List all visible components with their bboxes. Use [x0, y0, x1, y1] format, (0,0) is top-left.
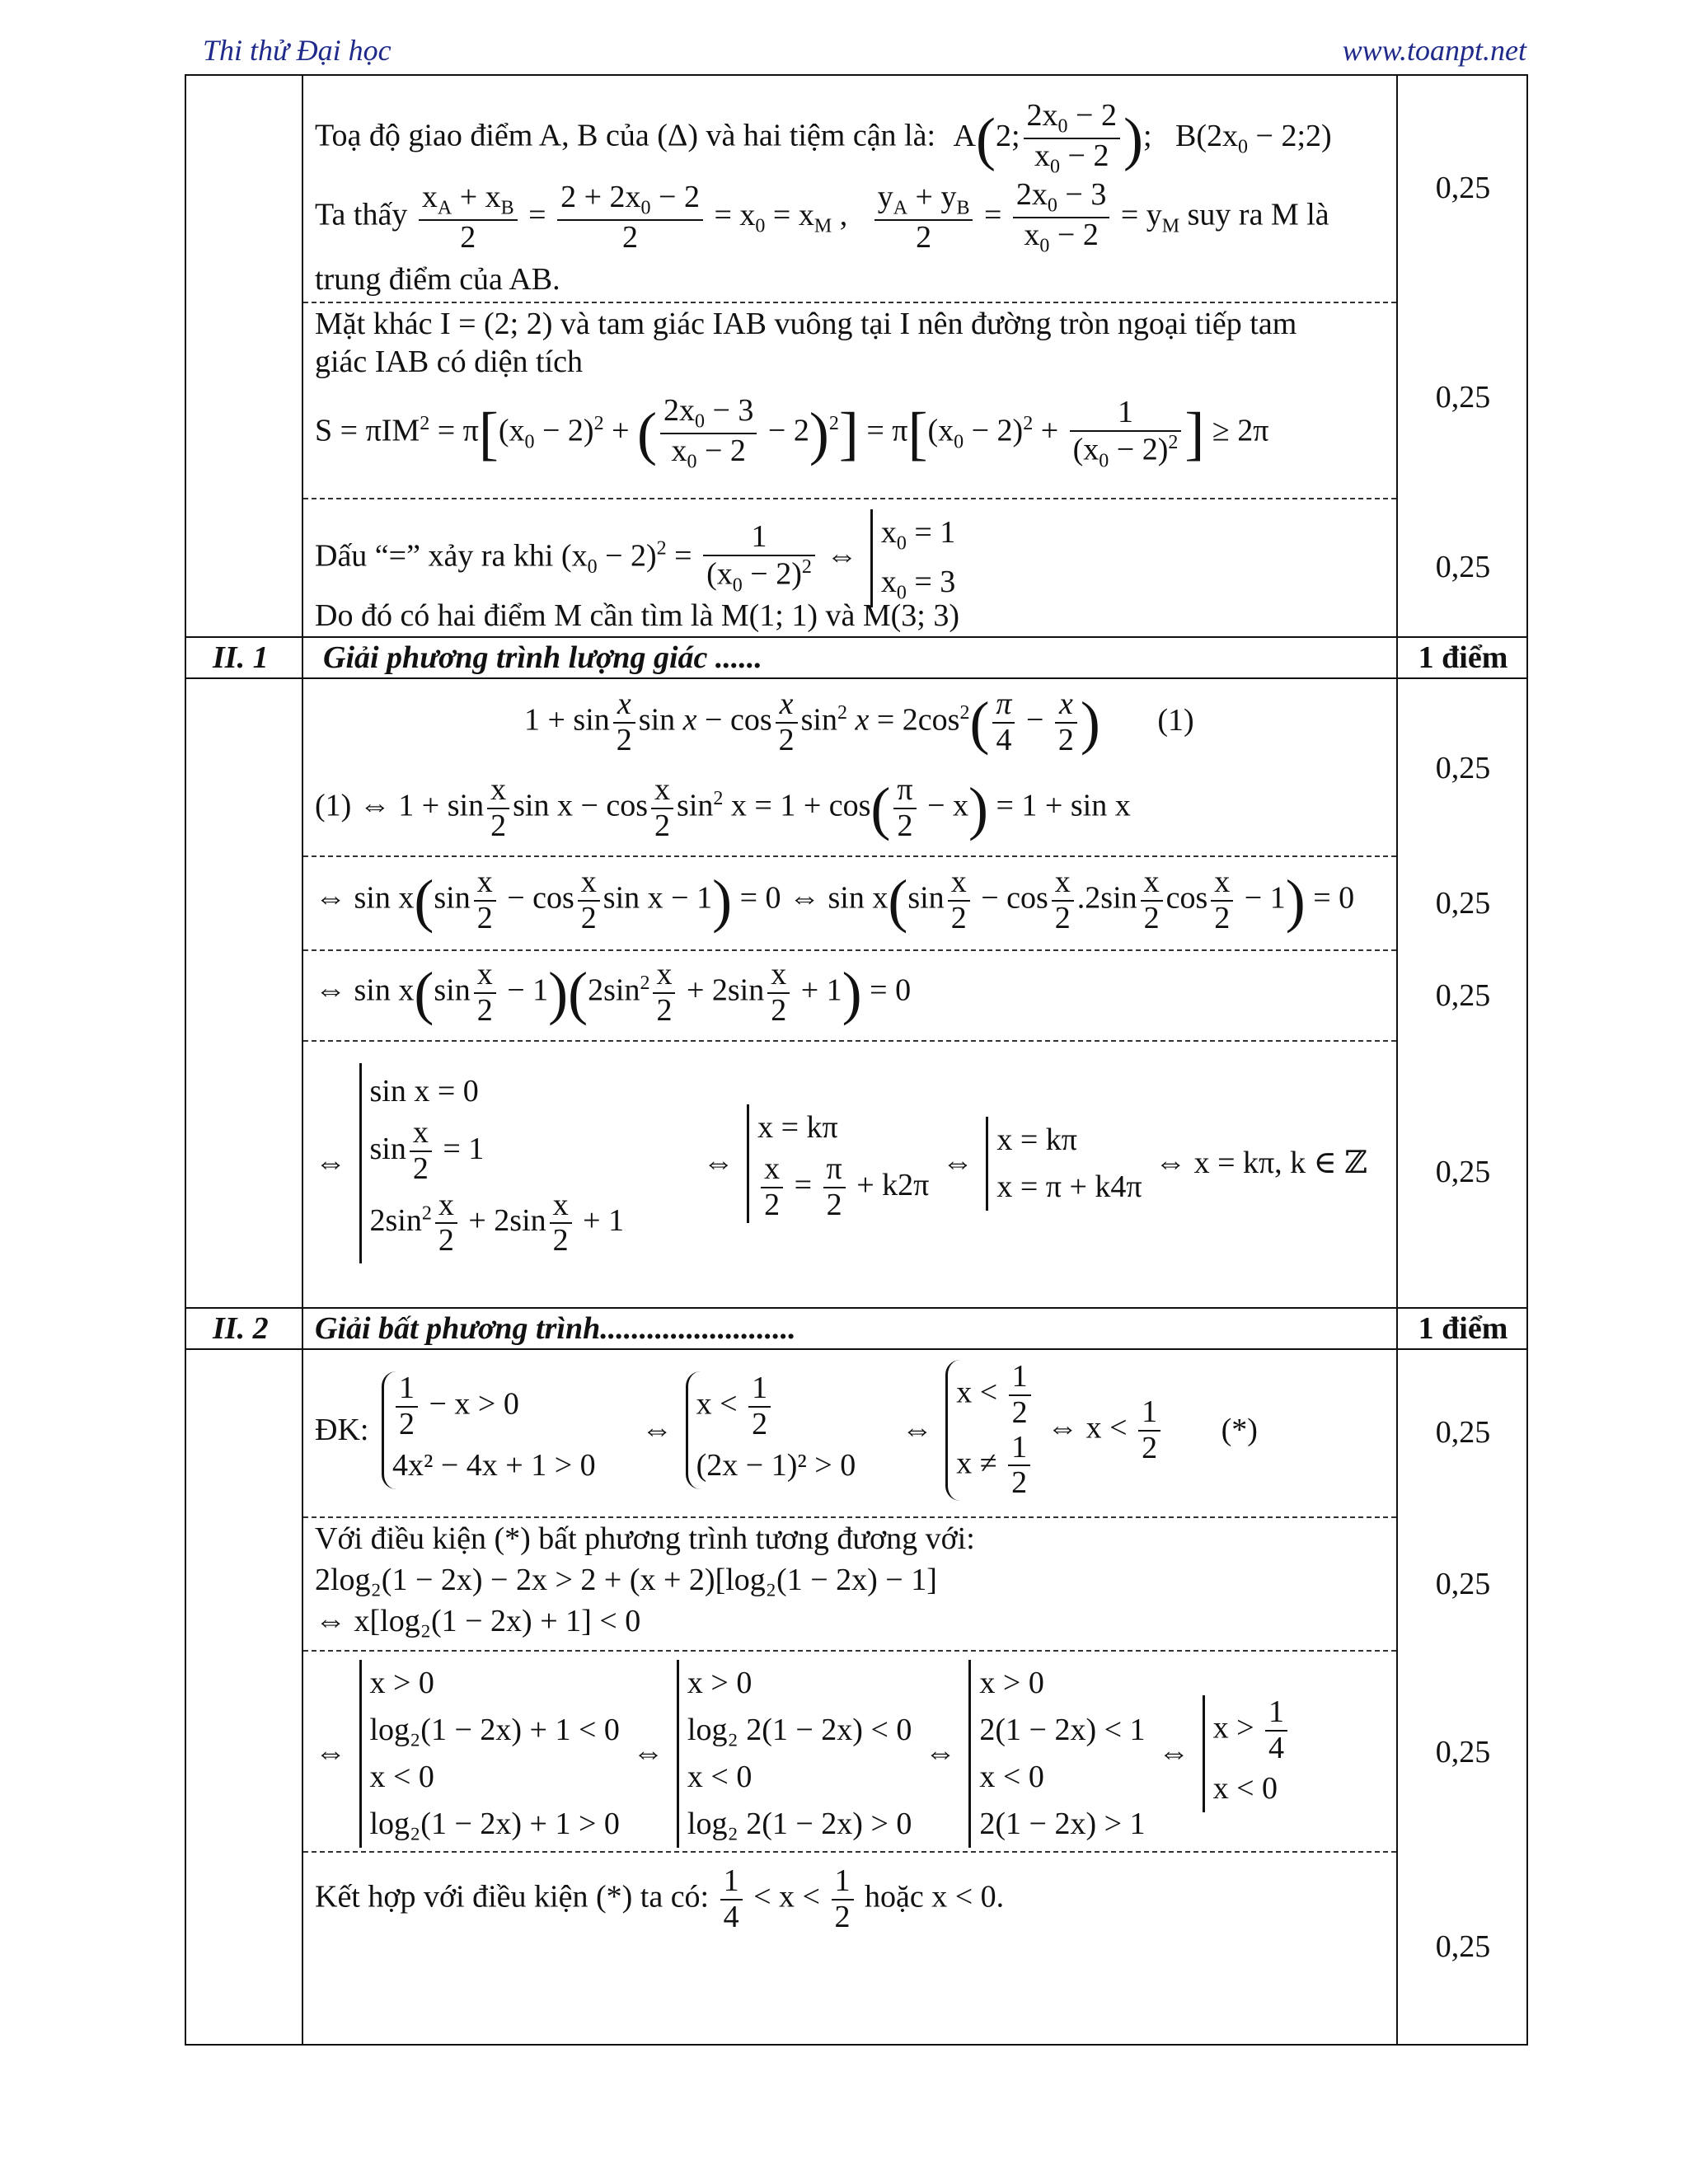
block3-line2: Do đó có hai điểm M cần tìm là M(1; 1) và M(3; 3): [315, 598, 960, 633]
section-divider: [185, 636, 1528, 638]
II2-eq-line1: Với điều kiện (*) bất phương trình tương đương với:: [315, 1521, 975, 1556]
section-II1-title: Giải phương trình lượng giác ......: [323, 640, 762, 675]
table-top-border: [185, 74, 1526, 76]
divider: [303, 1516, 1396, 1518]
section-II1-num: II. 1: [213, 640, 269, 675]
block2-line2: giác IAB có diện tích: [315, 344, 584, 379]
II2-score3: 0,25: [1435, 1735, 1491, 1769]
II1-eq-main: 1 + sin $\frac{x}{2}$ sin x − cos $\frac{x}{2}$ $\sin^2 x = 2\cos^2$( $\frac{\pi}{4}$ − $\frac{x}{2}$ ) (1): [524, 687, 1194, 757]
block2-line1: Mặt khác I = (2; 2) và tam giác IAB vuông tại I nên đường tròn ngoại tiếp tam: [315, 307, 1297, 341]
section-II2-points: 1 điểm: [1418, 1311, 1508, 1346]
header-right: www.toanpt.net: [1342, 34, 1526, 67]
table-left-border: [185, 74, 186, 2044]
II2-dk: ĐK: $\frac{1}{2}$ − x > 0 4x² − 4x + 1 > 0 ⇔ x < $\frac{1}{2}$ (2x − 1)² > 0 ⇔ x < $\frac{1}{2}$ x ≠ $\frac{1}{2}$ ⇔ x < $\frac{1}{2}$ (*): [315, 1359, 1258, 1501]
block1-line2: Ta thấy $\frac{x_A + x_B}{2}$ = $\frac{2 + 2x_0 - 2}{2}$ = $x_0 = x_M$ , $\frac{y_A + y_B}{2}$ = $\frac{2x_0 - 3}{x_0 - 2}$ = $y_M$ suy ra M là: [315, 177, 1329, 257]
II2-eq-line3: ⇔ x[log₂(1 − 2x) + 1] < 0: [315, 1604, 641, 1638]
block3-line1: Dấu “=” xảy ra khi $(x_0 - 2)^2$ = $\frac{1}{(x_0 - 2)^2}$ ⇔ $x_0 = 1$ $x_0 = 3$: [315, 509, 960, 607]
section-II2-num: II. 2: [213, 1311, 269, 1346]
II2-score1: 0,25: [1435, 1415, 1491, 1450]
divider: [303, 855, 1396, 857]
II1-score4: 0,25: [1435, 1155, 1491, 1189]
block1-line3: trung điểm của AB.: [315, 262, 560, 297]
header-left: Thi thử Đại học: [203, 34, 392, 67]
block1-line1: Toạ độ giao điểm A, B của (Δ) và hai tiệm cận là: A(2; $\frac{2x_0 - 2}{x_0 - 2}$ ); $B(2x_0$ − 2;2): [315, 98, 1332, 178]
II1-score2: 0,25: [1435, 886, 1491, 921]
II2-score4: 0,25: [1435, 1929, 1491, 1964]
divider: [303, 1851, 1396, 1853]
section-II2-title: Giải bất phương trình.........................: [315, 1311, 796, 1346]
II1-eq-step1: (1) ⇔ 1 + sin $\frac{x}{2}$ sin x − cos $\frac{x}{2}$ $\sin^2 x = 1 + \cos$( $\frac{\pi}{2}$ − x) = 1 + sin x: [315, 772, 1131, 843]
section-divider: [185, 1348, 1528, 1350]
II1-eq-step3: ⇔ sin x(sin $\frac{x}{2}$ − $1)(2\sin^2$ $\frac{x}{2}$ + 2sin $\frac{x}{2}$ + 1) = 0: [315, 957, 912, 1028]
divider: [303, 1040, 1396, 1042]
II1-score1: 0,25: [1435, 751, 1491, 785]
block3-score: 0,25: [1435, 550, 1491, 584]
II1-eq-step4: ⇔ sin x = 0 sin $\frac{x}{2}$ = 1 $2\sin^2$ $\frac{x}{2}$ + 2sin $\frac{x}{2}$ + 1 ⇔ x = kπ $\frac{x}{2}$ = $\frac{\pi}{2}$ + k2π ⇔ x = kπ x = π + k4π ⇔ x = kπ, k ∈ ℤ: [315, 1063, 1367, 1263]
divider: [303, 949, 1396, 951]
II2-systems: ⇔ x > 0 log₂(1 − 2x) + 1 < 0 x < 0 log₂(1 − 2x) + 1 > 0 ⇔ x > 0 log₂ 2(1 − 2x) < 0 x < 0 log₂ 2(1 − 2x) > 0 ⇔ x > 0 2(1 − 2x) < 1 x < 0 2(1 − 2x) > 1 ⇔ x > $\frac{1}{4}$ x < 0: [315, 1660, 1296, 1848]
block1-score: 0,25: [1435, 171, 1491, 205]
section-II1-points: 1 điểm: [1418, 640, 1508, 675]
II1-eq-step2: ⇔ sin x(sin $\frac{x}{2}$ − cos $\frac{x}{2}$ sin x − 1) = 0 ⇔ sin x(sin $\frac{x}{2}$ − cos $\frac{x}{2}$ .2sin $\frac{x}{2}$ cos $\frac{x}{2}$ − 1) = 0: [315, 865, 1355, 935]
II2-eq-line2: 2log₂(1 − 2x) − 2x > 2 + (x + 2)[log₂(1 − 2x) − 1]: [315, 1563, 937, 1597]
table-bottom-border: [185, 2044, 1528, 2046]
section-divider: [185, 677, 1528, 679]
II1-score3: 0,25: [1435, 978, 1491, 1013]
II2-score2: 0,25: [1435, 1567, 1491, 1601]
table-col1-border: [302, 74, 303, 2044]
divider: [303, 1650, 1396, 1652]
section-divider: [185, 1307, 1528, 1309]
divider: [303, 498, 1396, 499]
II2-final: Kết hợp với điều kiện (*) ta có: $\frac{1}{4}$ < x < $\frac{1}{2}$ hoặc x < 0.: [315, 1863, 1005, 1934]
block2-score: 0,25: [1435, 380, 1491, 415]
block2-formula: $S = \pi IM^2 = \pi[(x_0 - 2)^2$ + ( $\frac{2x_0 - 3}{x_0 - 2}$ − $2)^2] = \pi[(x_0 - 2)^2$ + $\frac{1}{(x_0 - 2)^2}$ ] ≥ 2π: [315, 393, 1269, 473]
divider: [303, 302, 1396, 303]
